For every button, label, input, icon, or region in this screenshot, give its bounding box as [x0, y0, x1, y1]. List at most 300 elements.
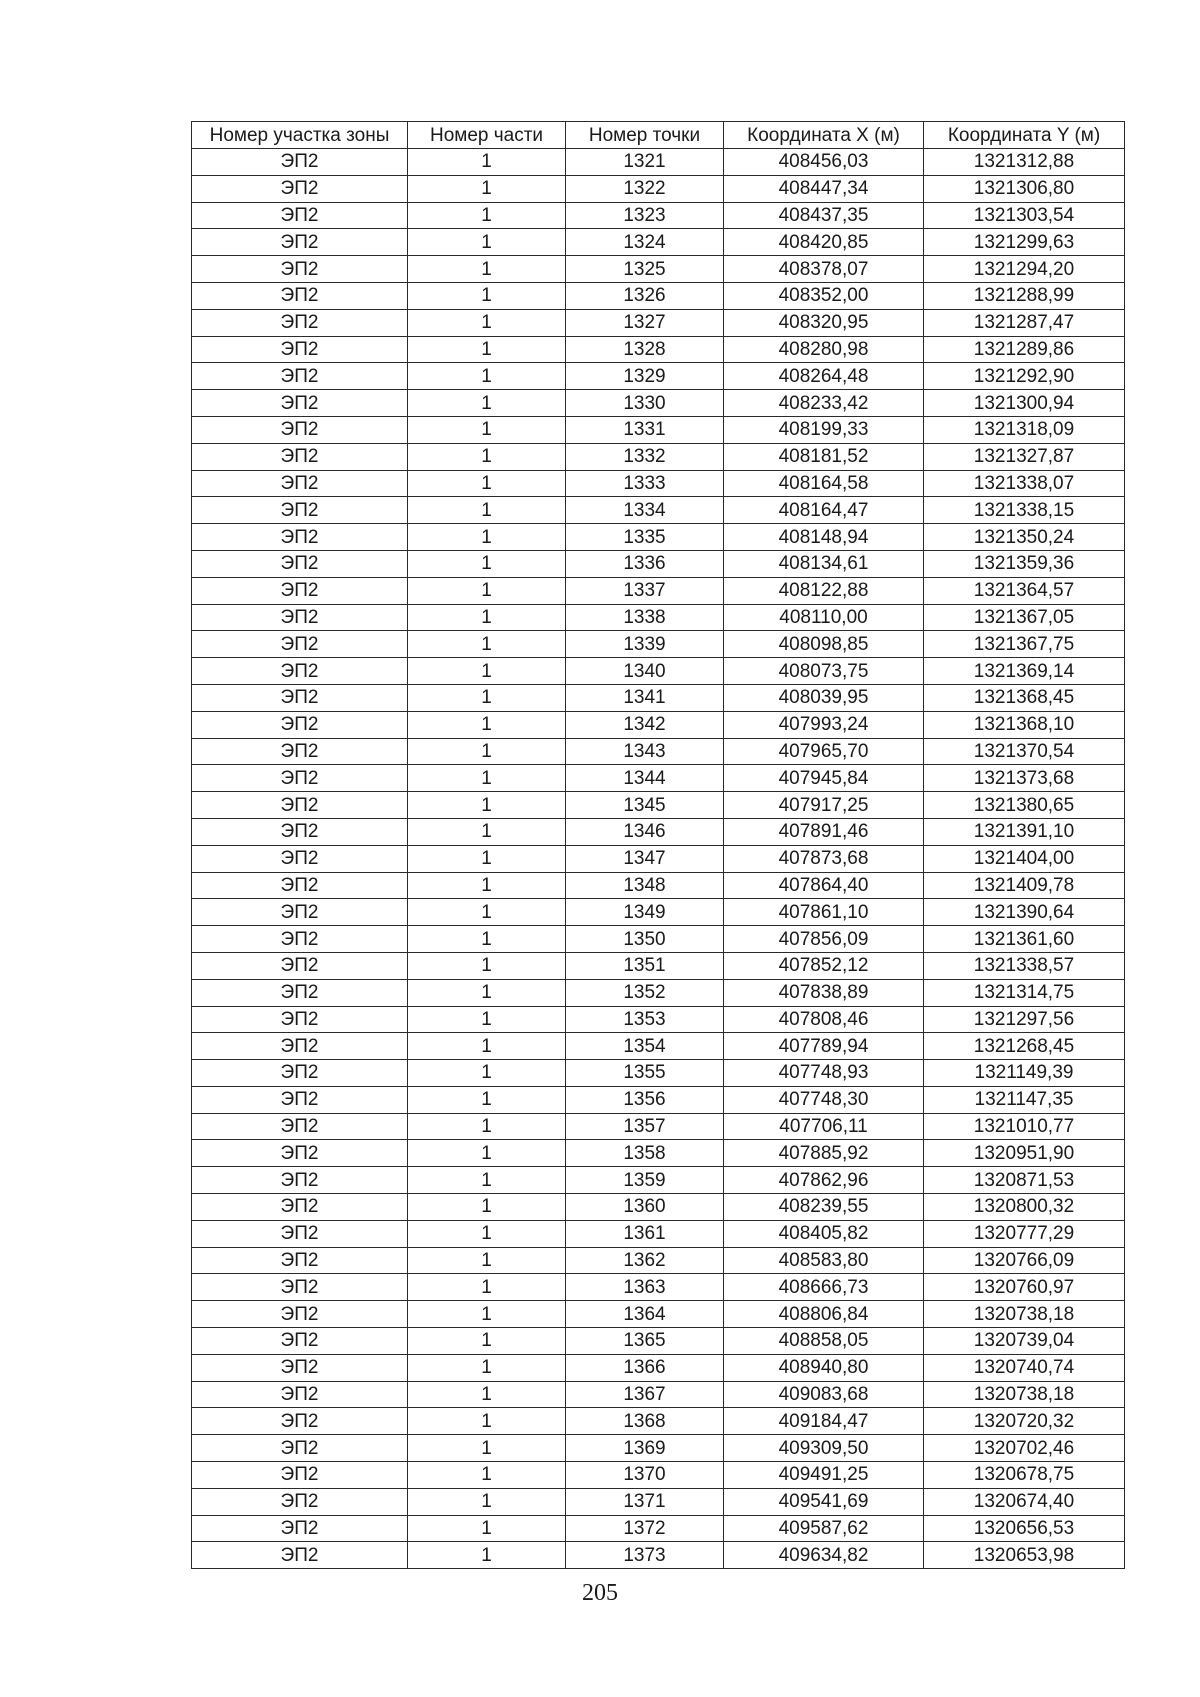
- table-row: [192, 1167, 1125, 1194]
- cell-coordinate-y: 1321390,64: [924, 899, 1125, 926]
- cell-zone-section: ЭП2: [192, 1033, 408, 1060]
- table-row: [192, 952, 1125, 979]
- cell-coordinate-y: 1321364,57: [924, 577, 1125, 604]
- cell-coordinate-x: 407885,92: [724, 1140, 924, 1167]
- table-row: [192, 416, 1125, 443]
- cell-coordinate-x: 408583,80: [724, 1247, 924, 1274]
- cell-part-number: 1: [408, 604, 566, 631]
- cell-coordinate-x: 408437,35: [724, 202, 924, 229]
- cell-coordinate-x: 409309,50: [724, 1435, 924, 1462]
- cell-coordinate-x: 408447,34: [724, 175, 924, 202]
- cell-coordinate-y: 1321147,35: [924, 1086, 1125, 1113]
- cell-zone-section: ЭП2: [192, 1408, 408, 1435]
- cell-part-number: 1: [408, 1220, 566, 1247]
- cell-part-number: 1: [408, 1381, 566, 1408]
- cell-part-number: 1: [408, 229, 566, 256]
- cell-point-number: 1350: [566, 926, 724, 953]
- cell-coordinate-x: 408378,07: [724, 256, 924, 283]
- cell-point-number: 1324: [566, 229, 724, 256]
- cell-coordinate-y: 1321268,45: [924, 1033, 1125, 1060]
- table-row: [192, 1488, 1125, 1515]
- cell-point-number: 1325: [566, 256, 724, 283]
- cell-part-number: 1: [408, 1542, 566, 1569]
- cell-zone-section: ЭП2: [192, 1167, 408, 1194]
- cell-part-number: 1: [408, 443, 566, 470]
- cell-coordinate-y: 1321338,15: [924, 497, 1125, 524]
- cell-point-number: 1363: [566, 1274, 724, 1301]
- cell-point-number: 1365: [566, 1328, 724, 1355]
- cell-zone-section: ЭП2: [192, 711, 408, 738]
- cell-zone-section: ЭП2: [192, 229, 408, 256]
- cell-point-number: 1372: [566, 1515, 724, 1542]
- table-row: [192, 818, 1125, 845]
- cell-coordinate-y: 1321370,54: [924, 738, 1125, 765]
- header-part-number: Номер части: [408, 122, 566, 149]
- cell-part-number: 1: [408, 1274, 566, 1301]
- cell-zone-section: ЭП2: [192, 658, 408, 685]
- table-row: [192, 979, 1125, 1006]
- cell-coordinate-x: 408239,55: [724, 1194, 924, 1221]
- header-point-number: Номер точки: [566, 122, 724, 149]
- cell-part-number: 1: [408, 497, 566, 524]
- cell-coordinate-x: 409491,25: [724, 1462, 924, 1489]
- cell-point-number: 1323: [566, 202, 724, 229]
- table-row: [192, 1542, 1125, 1569]
- cell-part-number: 1: [408, 1033, 566, 1060]
- cell-zone-section: ЭП2: [192, 1086, 408, 1113]
- cell-coordinate-y: 1320800,32: [924, 1194, 1125, 1221]
- cell-zone-section: ЭП2: [192, 175, 408, 202]
- cell-zone-section: ЭП2: [192, 818, 408, 845]
- table-row: [192, 282, 1125, 309]
- cell-zone-section: ЭП2: [192, 604, 408, 631]
- cell-part-number: 1: [408, 1354, 566, 1381]
- cell-point-number: 1364: [566, 1301, 724, 1328]
- table-body: [192, 149, 1125, 1569]
- table-row: [192, 497, 1125, 524]
- cell-zone-section: ЭП2: [192, 416, 408, 443]
- cell-coordinate-y: 1320738,18: [924, 1381, 1125, 1408]
- cell-point-number: 1355: [566, 1060, 724, 1087]
- table-row: [192, 1274, 1125, 1301]
- table-row: [192, 1328, 1125, 1355]
- cell-part-number: 1: [408, 1086, 566, 1113]
- cell-part-number: 1: [408, 1194, 566, 1221]
- table-row: [192, 872, 1125, 899]
- cell-part-number: 1: [408, 872, 566, 899]
- cell-coordinate-x: 408039,95: [724, 684, 924, 711]
- cell-zone-section: ЭП2: [192, 1515, 408, 1542]
- table-row: [192, 1140, 1125, 1167]
- cell-point-number: 1368: [566, 1408, 724, 1435]
- cell-part-number: 1: [408, 1488, 566, 1515]
- cell-zone-section: ЭП2: [192, 256, 408, 283]
- cell-zone-section: ЭП2: [192, 470, 408, 497]
- cell-part-number: 1: [408, 631, 566, 658]
- cell-point-number: 1329: [566, 363, 724, 390]
- table-row: [192, 1194, 1125, 1221]
- table-row: [192, 1381, 1125, 1408]
- cell-part-number: 1: [408, 1462, 566, 1489]
- cell-part-number: 1: [408, 1435, 566, 1462]
- cell-coordinate-x: 408181,52: [724, 443, 924, 470]
- cell-part-number: 1: [408, 952, 566, 979]
- cell-part-number: 1: [408, 1328, 566, 1355]
- cell-coordinate-y: 1321338,07: [924, 470, 1125, 497]
- cell-point-number: 1334: [566, 497, 724, 524]
- table-row: [192, 658, 1125, 685]
- cell-point-number: 1339: [566, 631, 724, 658]
- cell-point-number: 1343: [566, 738, 724, 765]
- cell-part-number: 1: [408, 1060, 566, 1087]
- cell-zone-section: ЭП2: [192, 363, 408, 390]
- cell-point-number: 1371: [566, 1488, 724, 1515]
- cell-zone-section: ЭП2: [192, 1140, 408, 1167]
- cell-coordinate-y: 1320740,74: [924, 1354, 1125, 1381]
- cell-coordinate-x: 407965,70: [724, 738, 924, 765]
- cell-coordinate-y: 1321368,45: [924, 684, 1125, 711]
- cell-part-number: 1: [408, 577, 566, 604]
- table-row: [192, 1301, 1125, 1328]
- cell-coordinate-y: 1320739,04: [924, 1328, 1125, 1355]
- table-row: [192, 256, 1125, 283]
- cell-coordinate-y: 1321149,39: [924, 1060, 1125, 1087]
- cell-coordinate-x: 408134,61: [724, 550, 924, 577]
- cell-coordinate-y: 1321297,56: [924, 1006, 1125, 1033]
- cell-part-number: 1: [408, 1113, 566, 1140]
- cell-zone-section: ЭП2: [192, 1354, 408, 1381]
- cell-part-number: 1: [408, 1140, 566, 1167]
- cell-coordinate-x: 407748,93: [724, 1060, 924, 1087]
- cell-zone-section: ЭП2: [192, 1247, 408, 1274]
- cell-point-number: 1351: [566, 952, 724, 979]
- cell-point-number: 1370: [566, 1462, 724, 1489]
- table-row: [192, 524, 1125, 551]
- cell-zone-section: ЭП2: [192, 336, 408, 363]
- cell-coordinate-x: 408164,47: [724, 497, 924, 524]
- cell-coordinate-y: 1321367,75: [924, 631, 1125, 658]
- cell-point-number: 1341: [566, 684, 724, 711]
- cell-coordinate-x: 408164,58: [724, 470, 924, 497]
- cell-coordinate-y: 1321327,87: [924, 443, 1125, 470]
- cell-part-number: 1: [408, 1247, 566, 1274]
- cell-part-number: 1: [408, 175, 566, 202]
- table-row: [192, 1515, 1125, 1542]
- cell-coordinate-x: 408352,00: [724, 282, 924, 309]
- cell-zone-section: ЭП2: [192, 497, 408, 524]
- cell-coordinate-y: 1320720,32: [924, 1408, 1125, 1435]
- cell-coordinate-x: 408420,85: [724, 229, 924, 256]
- cell-part-number: 1: [408, 684, 566, 711]
- cell-point-number: 1338: [566, 604, 724, 631]
- cell-coordinate-x: 408405,82: [724, 1220, 924, 1247]
- cell-part-number: 1: [408, 765, 566, 792]
- table-row: [192, 1462, 1125, 1489]
- table-row: [192, 363, 1125, 390]
- cell-zone-section: ЭП2: [192, 390, 408, 417]
- cell-coordinate-x: 408073,75: [724, 658, 924, 685]
- cell-part-number: 1: [408, 1167, 566, 1194]
- cell-coordinate-y: 1321303,54: [924, 202, 1125, 229]
- cell-coordinate-x: 408456,03: [724, 149, 924, 176]
- cell-zone-section: ЭП2: [192, 577, 408, 604]
- cell-coordinate-y: 1321292,90: [924, 363, 1125, 390]
- table-row: [192, 711, 1125, 738]
- cell-part-number: 1: [408, 1006, 566, 1033]
- cell-part-number: 1: [408, 390, 566, 417]
- cell-point-number: 1322: [566, 175, 724, 202]
- cell-coordinate-y: 1320951,90: [924, 1140, 1125, 1167]
- cell-coordinate-y: 1321369,14: [924, 658, 1125, 685]
- cell-coordinate-x: 407852,12: [724, 952, 924, 979]
- cell-point-number: 1354: [566, 1033, 724, 1060]
- cell-part-number: 1: [408, 282, 566, 309]
- cell-part-number: 1: [408, 1408, 566, 1435]
- table-row: [192, 550, 1125, 577]
- cell-zone-section: ЭП2: [192, 899, 408, 926]
- cell-point-number: 1359: [566, 1167, 724, 1194]
- table-row: [192, 845, 1125, 872]
- table-row: [192, 336, 1125, 363]
- cell-part-number: 1: [408, 979, 566, 1006]
- cell-point-number: 1342: [566, 711, 724, 738]
- cell-coordinate-x: 407864,40: [724, 872, 924, 899]
- table-row: [192, 792, 1125, 819]
- table-row: [192, 1113, 1125, 1140]
- cell-coordinate-x: 409634,82: [724, 1542, 924, 1569]
- cell-coordinate-y: 1321350,24: [924, 524, 1125, 551]
- cell-coordinate-y: 1321306,80: [924, 175, 1125, 202]
- cell-coordinate-y: 1320674,40: [924, 1488, 1125, 1515]
- cell-coordinate-x: 409184,47: [724, 1408, 924, 1435]
- cell-point-number: 1332: [566, 443, 724, 470]
- table-row: [192, 577, 1125, 604]
- cell-point-number: 1347: [566, 845, 724, 872]
- cell-coordinate-y: 1321287,47: [924, 309, 1125, 336]
- cell-zone-section: ЭП2: [192, 149, 408, 176]
- cell-point-number: 1352: [566, 979, 724, 1006]
- table-row: [192, 1033, 1125, 1060]
- cell-coordinate-x: 407993,24: [724, 711, 924, 738]
- table-row: [192, 604, 1125, 631]
- cell-zone-section: ЭП2: [192, 872, 408, 899]
- cell-coordinate-y: 1321289,86: [924, 336, 1125, 363]
- cell-coordinate-x: 408199,33: [724, 416, 924, 443]
- cell-zone-section: ЭП2: [192, 1542, 408, 1569]
- cell-zone-section: ЭП2: [192, 1462, 408, 1489]
- cell-zone-section: ЭП2: [192, 1274, 408, 1301]
- header-row: [192, 122, 1125, 149]
- cell-coordinate-y: 1321294,20: [924, 256, 1125, 283]
- cell-coordinate-y: 1320653,98: [924, 1542, 1125, 1569]
- table-row: [192, 1408, 1125, 1435]
- cell-point-number: 1337: [566, 577, 724, 604]
- cell-coordinate-y: 1320738,18: [924, 1301, 1125, 1328]
- table-header: [192, 122, 1125, 149]
- table-row: [192, 309, 1125, 336]
- cell-coordinate-y: 1321314,75: [924, 979, 1125, 1006]
- cell-coordinate-x: 408940,80: [724, 1354, 924, 1381]
- table-row: [192, 1220, 1125, 1247]
- cell-coordinate-y: 1320760,97: [924, 1274, 1125, 1301]
- cell-point-number: 1348: [566, 872, 724, 899]
- cell-coordinate-y: 1321359,36: [924, 550, 1125, 577]
- cell-coordinate-y: 1321373,68: [924, 765, 1125, 792]
- cell-zone-section: ЭП2: [192, 443, 408, 470]
- cell-coordinate-y: 1321368,10: [924, 711, 1125, 738]
- cell-point-number: 1373: [566, 1542, 724, 1569]
- cell-coordinate-x: 408122,88: [724, 577, 924, 604]
- cell-part-number: 1: [408, 926, 566, 953]
- cell-part-number: 1: [408, 738, 566, 765]
- cell-point-number: 1362: [566, 1247, 724, 1274]
- cell-point-number: 1356: [566, 1086, 724, 1113]
- cell-part-number: 1: [408, 899, 566, 926]
- header-zone-section-number: Номер участка зоны: [192, 122, 408, 149]
- cell-zone-section: ЭП2: [192, 952, 408, 979]
- cell-part-number: 1: [408, 416, 566, 443]
- cell-coordinate-x: 409541,69: [724, 1488, 924, 1515]
- cell-zone-section: ЭП2: [192, 926, 408, 953]
- cell-zone-section: ЭП2: [192, 282, 408, 309]
- cell-coordinate-x: 407808,46: [724, 1006, 924, 1033]
- table-row: [192, 1435, 1125, 1462]
- cell-part-number: 1: [408, 363, 566, 390]
- cell-coordinate-y: 1321361,60: [924, 926, 1125, 953]
- cell-zone-section: ЭП2: [192, 550, 408, 577]
- table-row: [192, 899, 1125, 926]
- cell-point-number: 1369: [566, 1435, 724, 1462]
- coordinates-table: [191, 121, 1125, 1569]
- cell-coordinate-x: 407706,11: [724, 1113, 924, 1140]
- cell-point-number: 1358: [566, 1140, 724, 1167]
- cell-point-number: 1345: [566, 792, 724, 819]
- cell-part-number: 1: [408, 1515, 566, 1542]
- cell-zone-section: ЭП2: [192, 1328, 408, 1355]
- cell-coordinate-y: 1321380,65: [924, 792, 1125, 819]
- cell-coordinate-y: 1321010,77: [924, 1113, 1125, 1140]
- cell-coordinate-x: 409083,68: [724, 1381, 924, 1408]
- cell-zone-section: ЭП2: [192, 738, 408, 765]
- cell-part-number: 1: [408, 202, 566, 229]
- cell-zone-section: ЭП2: [192, 1060, 408, 1087]
- table-row: [192, 202, 1125, 229]
- table-row: [192, 229, 1125, 256]
- cell-point-number: 1331: [566, 416, 724, 443]
- cell-coordinate-y: 1321300,94: [924, 390, 1125, 417]
- table-row: [192, 175, 1125, 202]
- cell-point-number: 1330: [566, 390, 724, 417]
- cell-coordinate-x: 408233,42: [724, 390, 924, 417]
- cell-point-number: 1333: [566, 470, 724, 497]
- cell-coordinate-y: 1320656,53: [924, 1515, 1125, 1542]
- cell-part-number: 1: [408, 818, 566, 845]
- table-row: [192, 765, 1125, 792]
- cell-zone-section: ЭП2: [192, 1381, 408, 1408]
- cell-coordinate-y: 1321391,10: [924, 818, 1125, 845]
- cell-coordinate-x: 407873,68: [724, 845, 924, 872]
- cell-point-number: 1361: [566, 1220, 724, 1247]
- cell-part-number: 1: [408, 256, 566, 283]
- cell-coordinate-x: 408666,73: [724, 1274, 924, 1301]
- table-row: [192, 1060, 1125, 1087]
- cell-coordinate-y: 1321409,78: [924, 872, 1125, 899]
- cell-coordinate-x: 407945,84: [724, 765, 924, 792]
- cell-point-number: 1340: [566, 658, 724, 685]
- cell-coordinate-x: 407748,30: [724, 1086, 924, 1113]
- cell-part-number: 1: [408, 845, 566, 872]
- cell-zone-section: ЭП2: [192, 1006, 408, 1033]
- table-row: [192, 1006, 1125, 1033]
- cell-zone-section: ЭП2: [192, 684, 408, 711]
- cell-zone-section: ЭП2: [192, 979, 408, 1006]
- cell-point-number: 1328: [566, 336, 724, 363]
- cell-point-number: 1346: [566, 818, 724, 845]
- cell-part-number: 1: [408, 1301, 566, 1328]
- cell-part-number: 1: [408, 336, 566, 363]
- cell-zone-section: ЭП2: [192, 524, 408, 551]
- cell-point-number: 1366: [566, 1354, 724, 1381]
- cell-zone-section: ЭП2: [192, 1435, 408, 1462]
- table-row: [192, 926, 1125, 953]
- cell-coordinate-x: 407917,25: [724, 792, 924, 819]
- cell-zone-section: ЭП2: [192, 1194, 408, 1221]
- cell-zone-section: ЭП2: [192, 1488, 408, 1515]
- cell-point-number: 1357: [566, 1113, 724, 1140]
- cell-zone-section: ЭП2: [192, 792, 408, 819]
- cell-coordinate-y: 1321318,09: [924, 416, 1125, 443]
- cell-point-number: 1344: [566, 765, 724, 792]
- cell-coordinate-y: 1321338,57: [924, 952, 1125, 979]
- cell-coordinate-y: 1320678,75: [924, 1462, 1125, 1489]
- cell-coordinate-x: 408858,05: [724, 1328, 924, 1355]
- cell-zone-section: ЭП2: [192, 765, 408, 792]
- cell-coordinate-y: 1320766,09: [924, 1247, 1125, 1274]
- table-row: [192, 390, 1125, 417]
- header-coordinate-x: Координата X (м): [724, 122, 924, 149]
- cell-coordinate-x: 407838,89: [724, 979, 924, 1006]
- cell-zone-section: ЭП2: [192, 631, 408, 658]
- cell-coordinate-y: 1321312,88: [924, 149, 1125, 176]
- table-row: [192, 1354, 1125, 1381]
- cell-zone-section: ЭП2: [192, 1220, 408, 1247]
- page-number: 205: [582, 1580, 618, 1606]
- cell-point-number: 1336: [566, 550, 724, 577]
- header-coordinate-y: Координата Y (м): [924, 122, 1125, 149]
- cell-coordinate-x: 408264,48: [724, 363, 924, 390]
- cell-part-number: 1: [408, 550, 566, 577]
- cell-point-number: 1353: [566, 1006, 724, 1033]
- table-row: [192, 470, 1125, 497]
- cell-coordinate-x: 408110,00: [724, 604, 924, 631]
- table-row: [192, 684, 1125, 711]
- cell-point-number: 1360: [566, 1194, 724, 1221]
- cell-point-number: 1349: [566, 899, 724, 926]
- cell-zone-section: ЭП2: [192, 309, 408, 336]
- cell-coordinate-x: 407862,96: [724, 1167, 924, 1194]
- cell-point-number: 1335: [566, 524, 724, 551]
- cell-part-number: 1: [408, 149, 566, 176]
- cell-coordinate-x: 408098,85: [724, 631, 924, 658]
- cell-zone-section: ЭП2: [192, 1113, 408, 1140]
- cell-point-number: 1321: [566, 149, 724, 176]
- cell-coordinate-y: 1320871,53: [924, 1167, 1125, 1194]
- cell-coordinate-y: 1320702,46: [924, 1435, 1125, 1462]
- table-row: [192, 443, 1125, 470]
- cell-part-number: 1: [408, 524, 566, 551]
- cell-coordinate-x: 408148,94: [724, 524, 924, 551]
- cell-coordinate-y: 1321299,63: [924, 229, 1125, 256]
